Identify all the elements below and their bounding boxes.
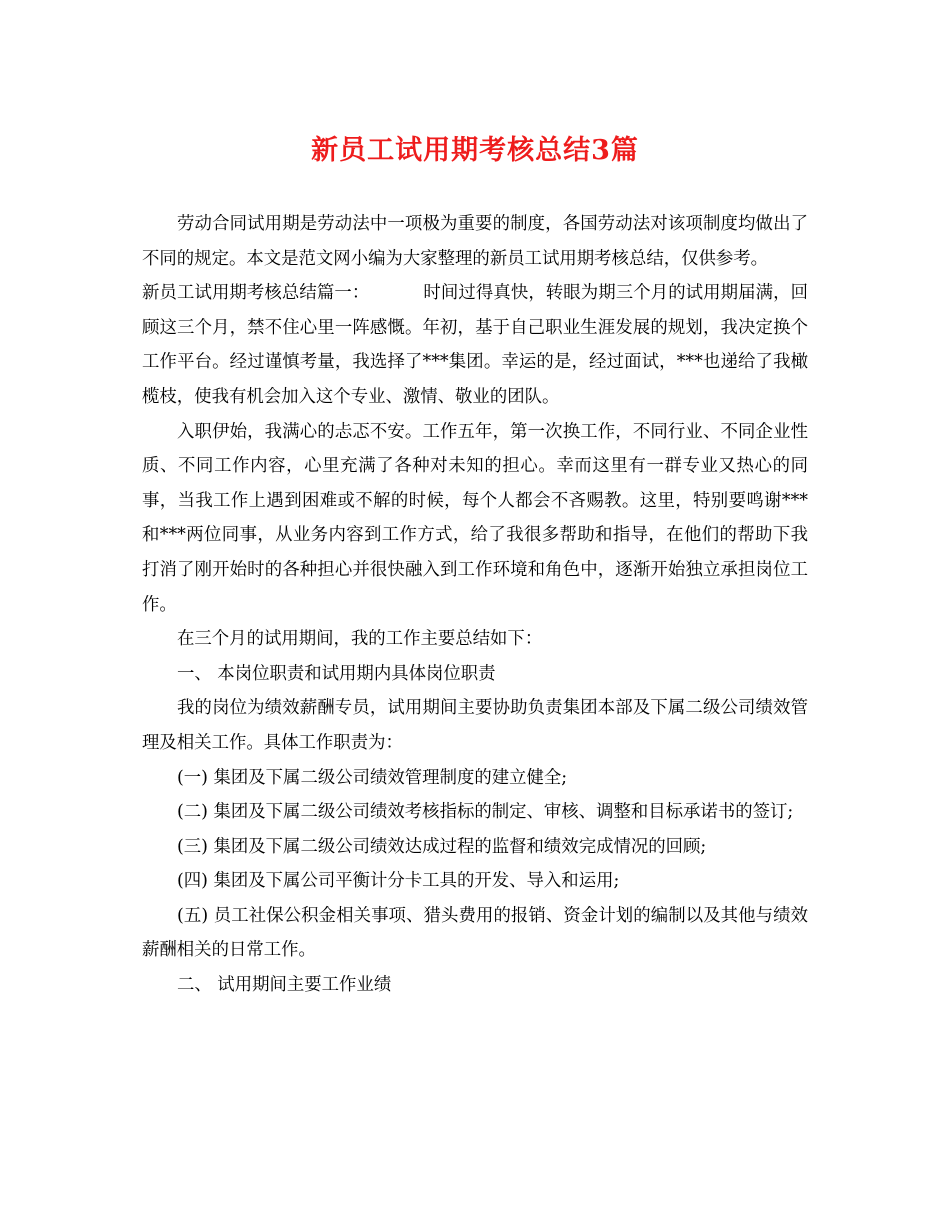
onboarding-paragraph: 入职伊始，我满心的忐忑不安。工作五年，第一次换工作，不同行业、不同企业性质、不同工作内容，心里充满了各种对未知的担心。幸而这里有一群专业又热心的同事，当我工作上遇到困难或不解的时候，每个人都会不吝赐教。这里，特别要鸣谢***和***两位同事，从业务内容到工作方式，给了我很多帮助和指导，在他们的帮助下我打消了刚开始时的各种担心并很快融入到工作环境和角色中，逐渐开始独立承担岗位工作。 (142, 421, 808, 615)
section-two-heading: 二、 试用期间主要工作业绩 (177, 975, 392, 996)
duty-item-3: (三) 集团及下属二级公司绩效达成过程的监督和绩效完成情况的回顾; (177, 836, 707, 857)
document-body (142, 207, 808, 1003)
article-one-heading: 新员工试用期考核总结篇一： (142, 283, 370, 304)
duty-item-2: (二) 集团及下属二级公司绩效考核指标的制定、审核、调整和目标承诺书的签订; (177, 802, 794, 823)
duty-item-4: (四) 集团及下属公司平衡计分卡工具的开发、导入和运用; (177, 871, 620, 892)
section-one-heading: 一、 本岗位职责和试用期内具体岗位职责 (177, 663, 496, 684)
summary-intro-paragraph: 在三个月的试用期间，我的工作主要总结如下： (177, 629, 543, 650)
duty-item-1: (一) 集团及下属二级公司绩效管理制度的建立健全; (177, 767, 568, 788)
duty-item-5: (五) 员工社保公积金相关事项、猎头费用的报销、资金计划的编制以及其他与绩效薪酬相关的日常工作。 (142, 905, 808, 961)
position-paragraph: 我的岗位为绩效薪酬专员，试用期间主要协助负责集团本部及下属二级公司绩效管理及相关工作。具体工作职责为： (142, 698, 808, 753)
document-title: 新员工试用期考核总结3篇 (311, 135, 639, 166)
article-one-text: 时间过得真快，转眼为期三个月的试用期届满，回顾这三个月，禁不住心里一阵感慨。年初，基于自己职业生涯发展的规划，我决定换个工作平台。经过谨慎考量，我选择了***集团。幸运的是，经过面试，***也递给了我橄榄枝，使我有机会加入这个专业、激情、敬业的团队。 (142, 283, 808, 407)
article-one-paragraph (142, 276, 808, 414)
intro-paragraph: 劳动合同试用期是劳动法中一项极为重要的制度，各国劳动法对该项制度均做出了不同的规定。本文是范文网小编为大家整理的新员工试用期考核总结，仅供参考。 (142, 214, 808, 269)
